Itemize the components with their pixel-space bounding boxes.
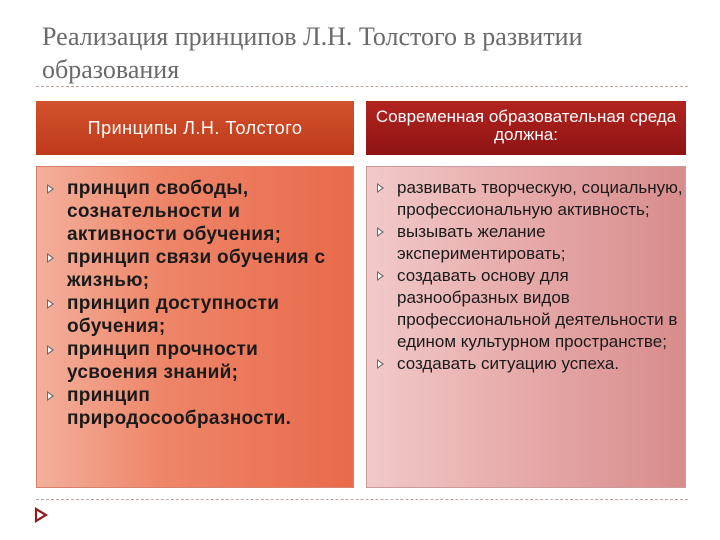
- triangle-bullet-icon: [47, 299, 54, 309]
- list-item-text: принцип природосообразности.: [67, 385, 292, 429]
- right-column-header: [366, 101, 686, 155]
- list-item-text: принцип свободы, сознательности и активности обучения;: [67, 178, 282, 245]
- list-item-text: создавать основу для разнообразных видов профессиональной деятельности в едином культурном пространстве;: [397, 266, 678, 351]
- left-column-header: [36, 101, 354, 155]
- slide-title: Реализация принципов Л.Н. Толстого в развитии образования: [42, 22, 583, 84]
- list-item-text: принцип доступности обучения;: [67, 293, 280, 337]
- principles-list: [37, 177, 355, 430]
- triangle-bullet-icon: [47, 345, 54, 355]
- next-slide-arrow-icon[interactable]: [33, 507, 49, 523]
- environment-panel: [366, 166, 686, 488]
- environment-list: [367, 177, 687, 375]
- top-divider: [36, 86, 688, 87]
- list-item: [37, 384, 355, 430]
- principles-panel: [36, 166, 354, 488]
- triangle-bullet-icon: [47, 184, 54, 194]
- left-column-header-text: Принципы Л.Н. Толстого: [87, 117, 303, 138]
- list-item: [367, 177, 687, 221]
- triangle-bullet-icon: [377, 271, 384, 281]
- list-item: [367, 353, 687, 375]
- list-item-text: принцип связи обучения с жизнью;: [67, 247, 326, 291]
- triangle-bullet-icon: [377, 227, 384, 237]
- list-item: [367, 265, 687, 353]
- list-item: [37, 338, 355, 384]
- bottom-divider: [36, 499, 688, 500]
- list-item: [37, 177, 355, 246]
- triangle-bullet-icon: [47, 391, 54, 401]
- list-item-text: развивать творческую, социальную, профессиональную активность;: [397, 178, 683, 219]
- triangle-bullet-icon: [377, 183, 384, 193]
- right-column-header-text: Современная образовательная среда должна:: [375, 107, 677, 144]
- list-item-text: вызывать желание экспериментировать;: [397, 222, 566, 263]
- triangle-bullet-icon: [47, 253, 54, 263]
- list-item-text: создавать ситуацию успеха.: [397, 354, 620, 373]
- list-item: [37, 292, 355, 338]
- list-item: [37, 246, 355, 292]
- list-item: [367, 221, 687, 265]
- triangle-bullet-icon: [377, 359, 384, 369]
- list-item-text: принцип прочности усвоения знаний;: [67, 339, 259, 383]
